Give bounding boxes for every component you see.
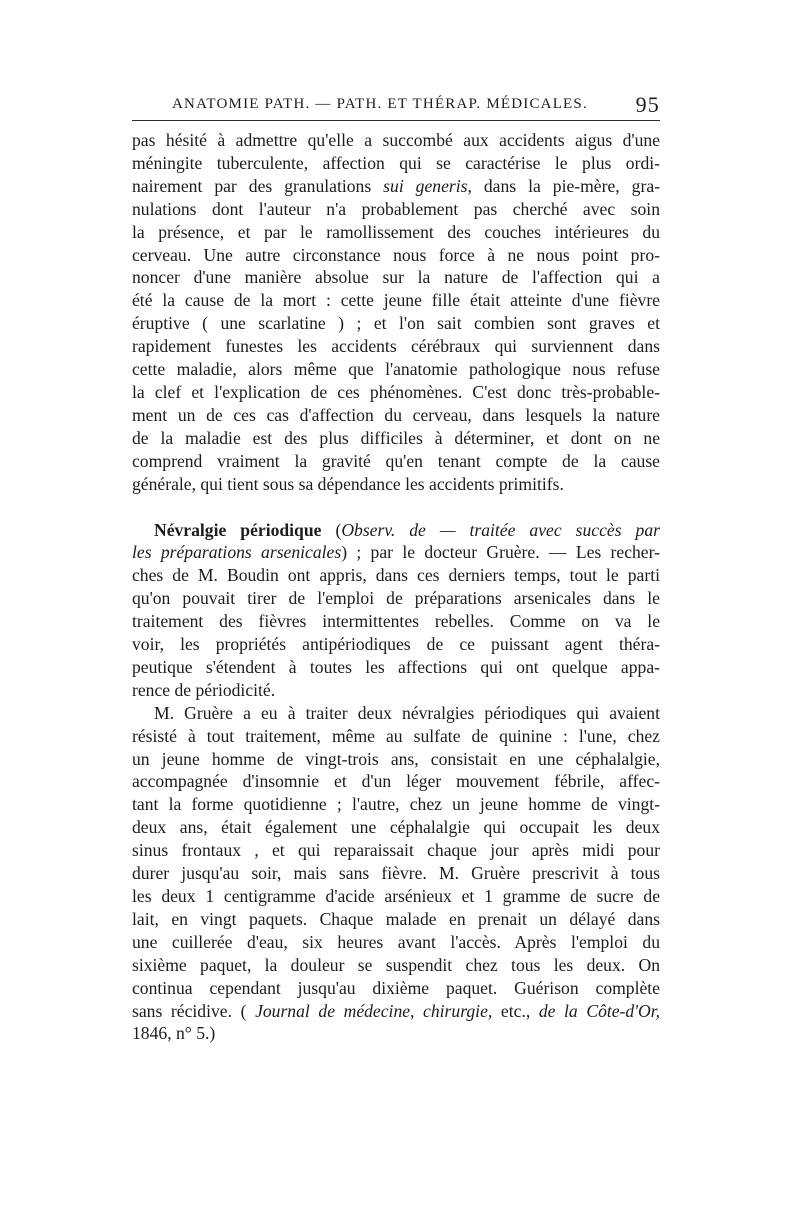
text-line: tant la forme quotidienne ; l'autre, chez un jeune homme de vingt- xyxy=(132,794,660,815)
text-line: durer jusqu'au soir, mais sans fièvre. M. Gruère prescrivit à tous xyxy=(132,863,660,884)
text-line: les préparations arsenicales) ; par le docteur Gruère. — Les recher- xyxy=(132,542,660,563)
text-line: qu'on pouvait tirer de l'emploi de préparations arsenicales dans le xyxy=(132,588,660,609)
text-line: la clef et l'explication de ces phénomènes. C'est donc très-probable- xyxy=(132,381,660,402)
text-line: générale, qui tient sous sa dépendance les accidents primitifs. xyxy=(132,473,564,494)
book-page xyxy=(132,92,660,1045)
section-gap xyxy=(132,496,660,519)
body-text xyxy=(132,129,660,1045)
text-line: cette maladie, alors même que l'anatomie pathologique nous refuse xyxy=(132,359,660,380)
text-line: rence de périodicité. xyxy=(132,679,276,700)
text-line: éruptive ( une scarlatine ) ; et l'on sait combien sont graves et xyxy=(132,313,660,334)
text-line: continua cependant jusqu'au dixième paquet. Guérison complète xyxy=(132,977,660,998)
section-heading-line: Névralgie périodique (Observ. de — traitée avec succès par xyxy=(154,519,660,540)
text-line: été la cause de la mort : cette jeune fille était atteinte d'une fièvre xyxy=(132,290,660,311)
text-line: voir, les propriétés antipériodiques de ce puissant agent théra- xyxy=(132,634,660,655)
citation-end-line: 1846, n° 5.) xyxy=(132,1023,216,1044)
text-line: sixième paquet, la douleur se suspendit chez tous les deux. On xyxy=(132,954,660,975)
text-line: méningite tuberculente, affection qui se caractérise le plus ordi- xyxy=(132,152,660,173)
text-line: une cuillerée d'eau, six heures avant l'accès. Après l'emploi du xyxy=(132,931,660,952)
page-number: 95 xyxy=(635,92,660,117)
text-line: les deux 1 centigramme d'acide arsénieux et 1 gramme de sucre de xyxy=(132,886,660,906)
text-line: peutique s'étendent à toutes les affections qui ont quelque appa- xyxy=(132,656,660,677)
text-line: lait, en vingt paquets. Chaque malade en prenait un délayé dans xyxy=(132,908,660,929)
journal-title: Journal de médecine, chirurgie, xyxy=(255,1000,493,1021)
running-head xyxy=(132,92,660,121)
italic-term: sui generis xyxy=(383,175,468,196)
text-line: un jeune homme de vingt-trois ans, consistait en une céphalalgie, xyxy=(132,748,660,769)
citation-line: sans récidive. ( Journal de médecine, chirurgie, etc., de la Côte-d'Or, xyxy=(132,1000,660,1021)
text-line: M. Gruère a eu à traiter deux névralgies périodiques qui avaient xyxy=(154,702,660,723)
running-title: ANATOMIE PATH. — PATH. ET THÉRAP. MÉDICALES. xyxy=(172,96,588,112)
section-heading: Névralgie périodique xyxy=(154,519,322,540)
text-line: de la maladie est des plus difficiles à déterminer, et dont on ne xyxy=(132,427,660,448)
text-line: nulations dont l'auteur n'a probablement pas cherché avec soin xyxy=(132,198,660,219)
text-line: traitement des fièvres intermittentes rebelles. Comme on va le xyxy=(132,611,660,632)
text-line: sinus frontaux , et qui reparaissait chaque jour après midi pour xyxy=(132,840,660,861)
text-line: noncer d'une manière absolue sur la nature de l'affection qui a xyxy=(132,267,660,288)
text-line: pas hésité à admettre qu'elle a succombé aux accidents aigus d'une xyxy=(132,130,660,150)
text-line: deux ans, était également une céphalalgie qui occupait les deux xyxy=(132,817,660,838)
text-line: comprend vraiment la gravité qu'en tenant compte de la cause xyxy=(132,450,660,471)
text-line: rapidement funestes les accidents cérébraux qui surviennent dans xyxy=(132,336,660,357)
text-line: accompagnée d'insomnie et d'un léger mouvement fébrile, affec- xyxy=(132,771,660,792)
text-line: nairement par des granulations sui generis, dans la pie-mère, gra- xyxy=(132,175,660,196)
text-line: cerveau. Une autre circonstance nous force à ne nous point pro- xyxy=(132,244,660,265)
text-line: résisté à tout traitement, même au sulfate de quinine : l'une, chez xyxy=(132,725,660,746)
text-line: la présence, et par le ramollissement des couches intérieures du xyxy=(132,221,660,242)
text-line: ment un de ces cas d'affection du cerveau, dans lesquels la nature xyxy=(132,404,660,425)
text-line: ches de M. Boudin ont appris, dans ces derniers temps, tout le parti xyxy=(132,565,660,586)
